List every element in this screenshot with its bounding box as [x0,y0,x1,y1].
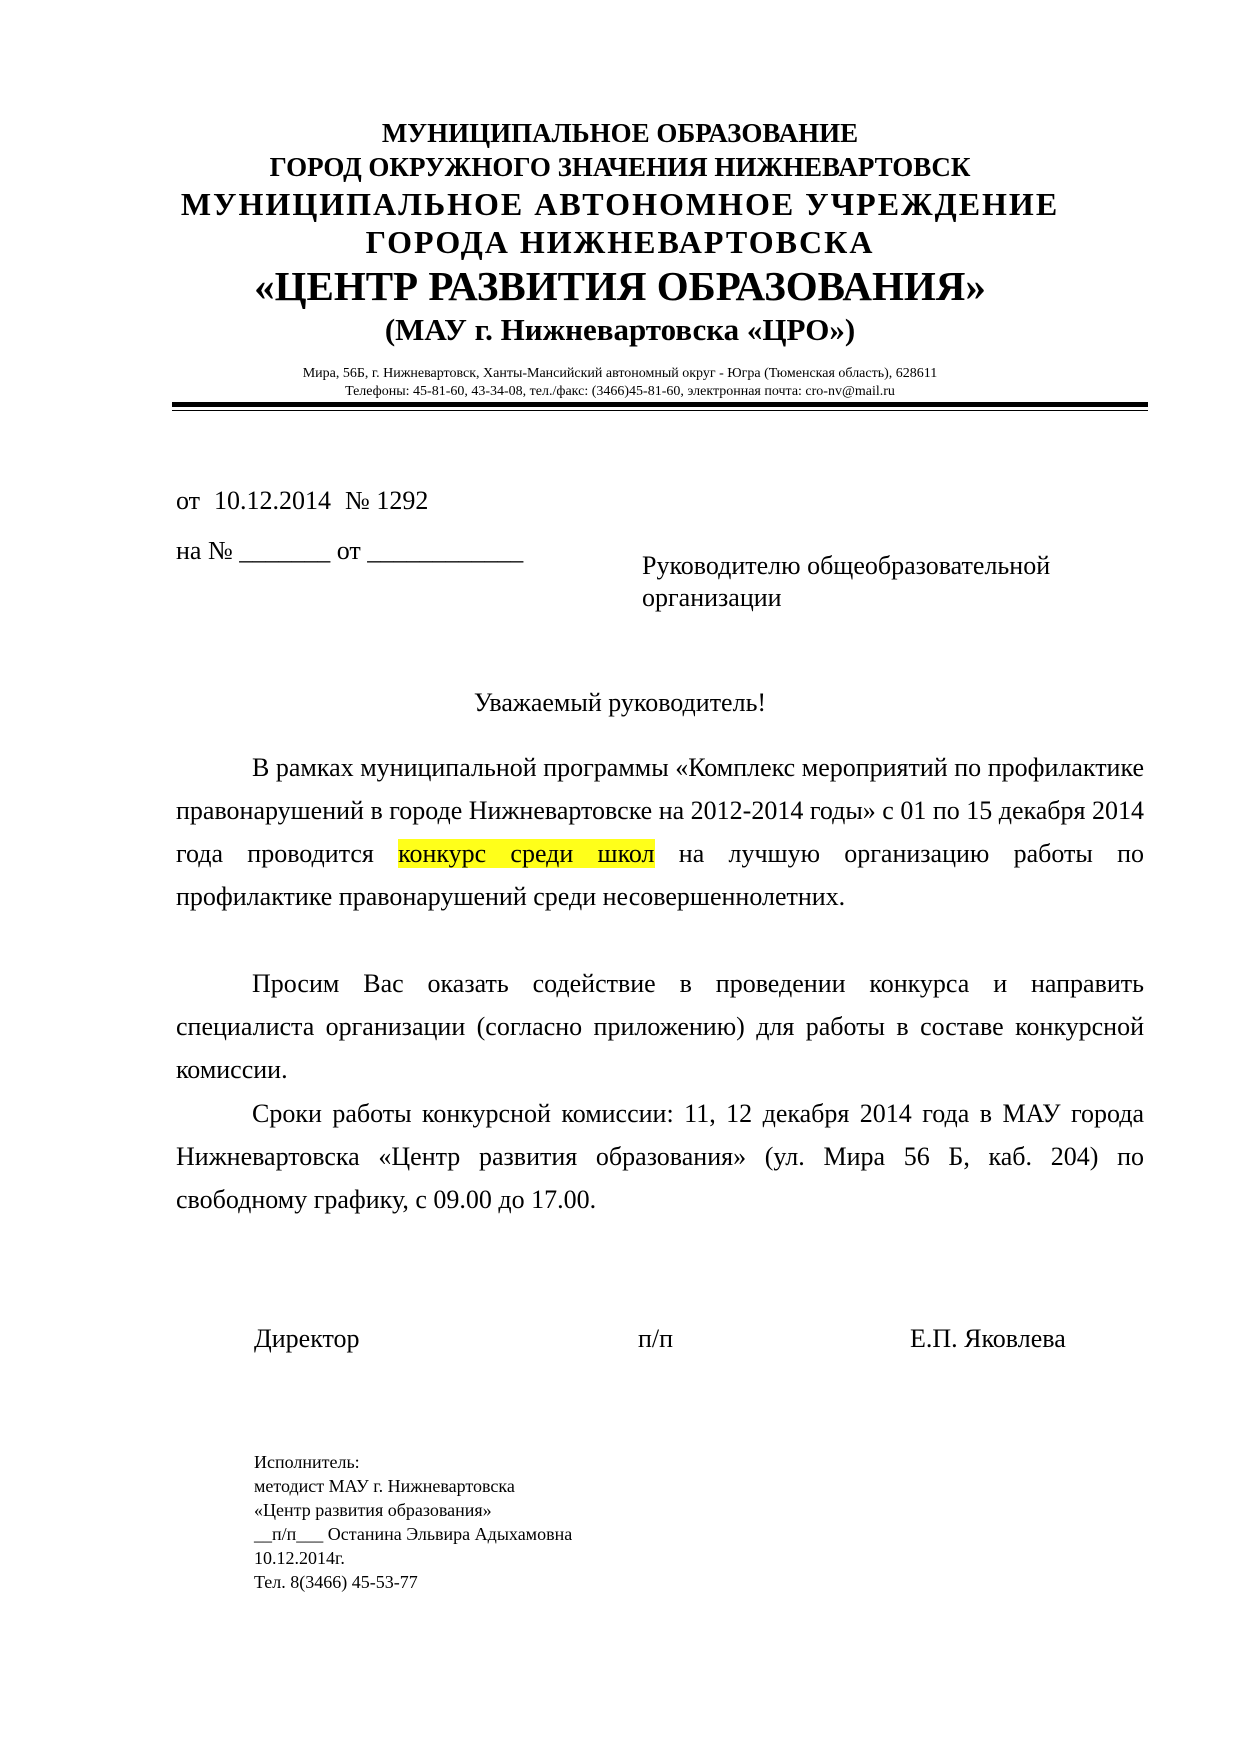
recipient-line-1: Руководителю общеобразовательной [642,551,1051,580]
document-date-number [176,486,442,516]
letterhead-divider-thin [172,410,1148,411]
signatory-role: Директор [254,1324,360,1353]
letterhead-organization-short-name: (МАУ г. Нижневартовска «ЦРО») [384,312,856,347]
signature-mark: п/п [638,1324,674,1353]
signatory-name: Е.П. Яковлева [910,1324,1066,1353]
letterhead-divider-thick [172,402,1148,407]
highlighted-phrase: конкурс среди школ [398,839,655,868]
letterhead-institution-city: ГОРОДА НИЖНЕВАРТОВСКА [365,224,875,260]
letterhead-city: ГОРОД ОКРУЖНОГО ЗНАЧЕНИЯ НИЖНЕВАРТОВСК [269,152,971,182]
recipient-block [642,550,1050,614]
letterhead-address: Мира, 56Б, г. Нижневартовск, Ханты-Мансийский автономный округ - Югра (Тюменская область), 628611 [302,366,938,381]
letterhead-institution-type: МУНИЦИПАЛЬНОЕ АВТОНОМНОЕ УЧРЕЖДЕНИЕ [180,186,1060,222]
executor-phone: Тел. 8(3466) 45-53-77 [254,1572,418,1592]
p1-text-before: В рамках муниципальной программы «Комплекс мероприятий по профилактике правонарушений в городе Нижневартовске на 2012-2014 годы» с 01 по 15 декабря 2014 года проводится [176,753,1144,868]
salutation: Уважаемый руководитель! [473,688,767,717]
reply-reference: на № _______ от ____________ [176,536,524,565]
executor-position: методист МАУ г. Нижневартовска [254,1476,515,1496]
recipient-line-2: организации [642,583,782,612]
executor-block [254,1450,572,1594]
letterhead-organization-name: «ЦЕНТР РАЗВИТИЯ ОБРАЗОВАНИЯ» [254,263,986,309]
body-paragraph-2: Просим Вас оказать содействие в проведении конкурса и направить специалиста организации (согласно приложению) для работы в составе конкурсной комиссии. [176,969,1144,1084]
letterhead-municipality: МУНИЦИПАЛЬНОЕ ОБРАЗОВАНИЕ [381,118,859,148]
document-number: № 1292 [345,486,429,515]
executor-organization: «Центр развития образования» [254,1500,492,1520]
letterhead-contacts: Телефоны: 45-81-60, 43-34-08, тел./факс: (3466)45-81-60, электронная почта: cro-nv@mail.ru [345,384,895,399]
body-paragraph-1 [176,746,1144,918]
executor-date: 10.12.2014г. [254,1548,345,1568]
p1-text-after: на лучшую организацию работы по профилактике правонарушений среди несовершеннолетних. [176,839,1145,911]
date-prefix: от [176,486,201,515]
executor-name: __п/п___ Останина Эльвира Адыхамовна [254,1524,573,1544]
document-date: 10.12.2014 [214,486,332,515]
body-paragraph-3: Сроки работы конкурсной комиссии: 11, 12 декабря 2014 года в МАУ города Нижневартовска «Центр развития образования» (ул. Мира 56 Б, каб. 204) по свободному графику, с 09.00 до 17.00. [176,1099,1144,1214]
executor-label: Исполнитель: [254,1452,360,1472]
